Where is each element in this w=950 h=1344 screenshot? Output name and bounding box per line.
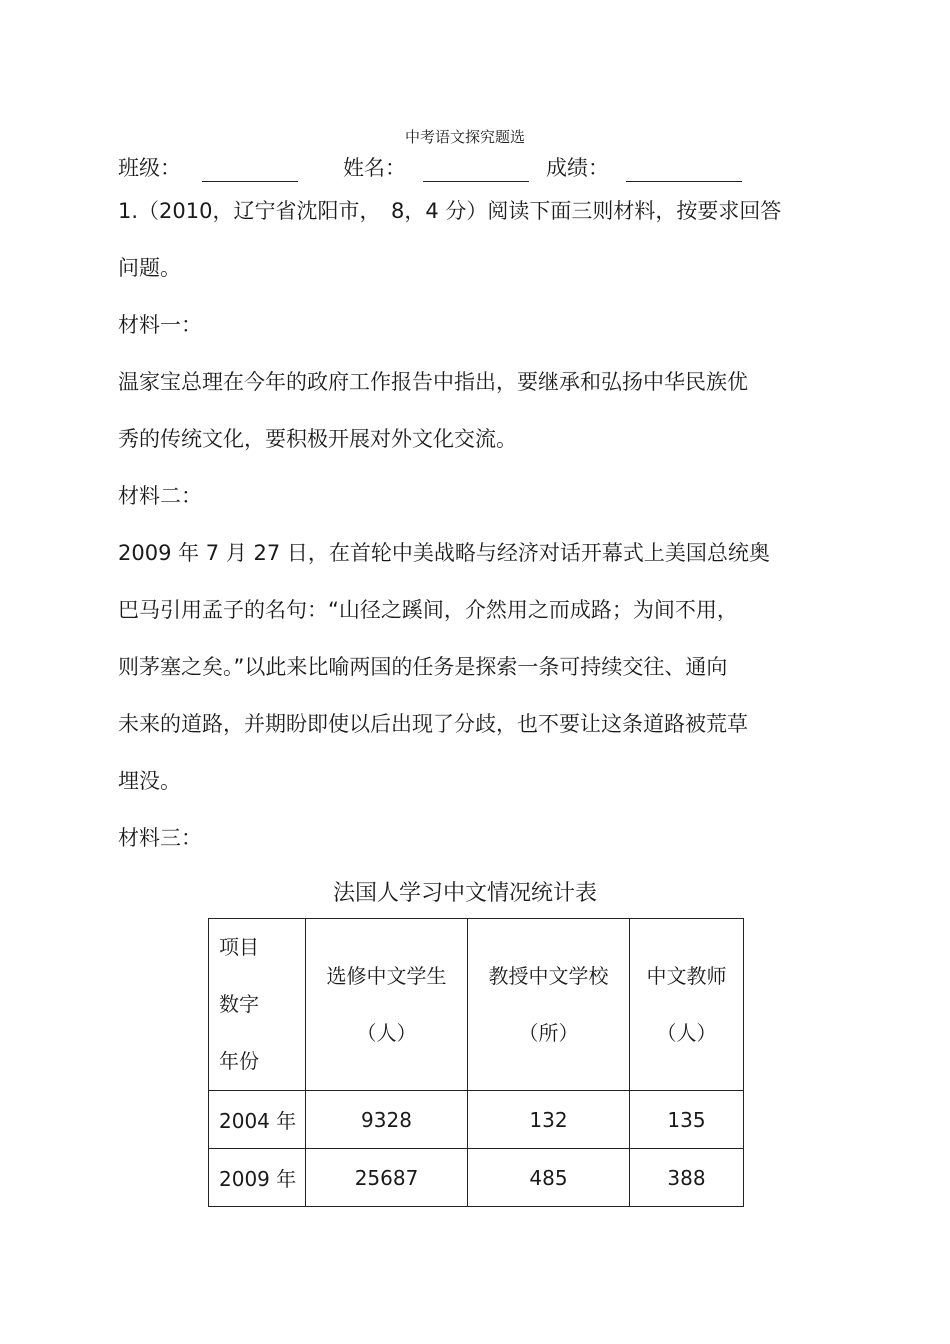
column-header-name: 教授中文学校 — [488, 963, 609, 988]
class-blank[interactable] — [202, 159, 298, 182]
material-2-line: 2009 年 7 月 27 日，在首轮中美战略与经济对话开幕式上美国总统奥 — [118, 541, 770, 565]
column-header-unit: （所） — [518, 1020, 579, 1045]
teachers-value-cell: 388 — [630, 1149, 744, 1207]
table-header-row — [209, 919, 744, 1091]
statistics-table — [208, 918, 744, 1207]
score-blank[interactable] — [626, 159, 742, 182]
corner-header-cell — [209, 919, 306, 1091]
column-header-teachers — [630, 919, 744, 1091]
schools-value-cell: 485 — [468, 1149, 630, 1207]
name-label: 姓名： — [343, 156, 406, 180]
material-3-heading: 材料三： — [118, 826, 202, 850]
score-field — [546, 152, 742, 182]
material-2-line: 则茅塞之矣。”以此来比喻两国的任务是探索一条可持续交往、通向 — [118, 655, 728, 679]
corner-label-number: 数字 — [219, 992, 259, 1016]
question-line-2: 问题。 — [118, 256, 181, 280]
row-year-cell: 2004 年 — [209, 1091, 306, 1149]
column-header-unit: （人） — [356, 1020, 417, 1045]
column-header-students — [306, 919, 468, 1091]
question-line-1: 1.（2010，辽宁省沈阳市， 8，4 分）阅读下面三则材料，按要求回答 — [118, 199, 782, 223]
material-1-line: 秀的传统文化，要积极开展对外文化交流。 — [118, 427, 517, 451]
material-2-line: 未来的道路，并期盼即使以后出现了分歧，也不要让这条道路被荒草 — [118, 712, 748, 736]
teachers-value-cell: 135 — [630, 1091, 744, 1149]
material-2-line: 巴马引用孟子的名句：“山径之蹊间，介然用之而成路；为间不用， — [118, 598, 738, 622]
class-label: 班级： — [118, 156, 181, 180]
table-row — [209, 1091, 744, 1149]
table-caption: 法国人学习中文情况统计表 — [332, 881, 597, 906]
name-blank[interactable] — [423, 159, 529, 182]
name-field — [343, 152, 529, 182]
students-value-cell: 9328 — [306, 1091, 468, 1149]
column-header-name: 选修中文学生 — [326, 963, 447, 988]
corner-label-item: 项目 — [219, 935, 259, 959]
material-1-line: 温家宝总理在今年的政府工作报告中指出，要继承和弘扬中华民族优 — [118, 370, 748, 394]
row-year-cell: 2009 年 — [209, 1149, 306, 1207]
class-field — [118, 152, 298, 182]
column-header-unit: （人） — [656, 1020, 717, 1045]
document-title: 中考语文探究题选 — [404, 128, 525, 146]
material-2-heading: 材料二： — [118, 484, 202, 508]
table-row — [209, 1149, 744, 1207]
schools-value-cell: 132 — [468, 1091, 630, 1149]
column-header-name: 中文教师 — [646, 963, 727, 988]
column-header-schools — [468, 919, 630, 1091]
students-value-cell: 25687 — [306, 1149, 468, 1207]
corner-label-year: 年份 — [219, 1049, 259, 1073]
material-2-line: 埋没。 — [118, 769, 181, 793]
score-label: 成绩： — [546, 156, 609, 180]
material-1-heading: 材料一： — [118, 313, 202, 337]
